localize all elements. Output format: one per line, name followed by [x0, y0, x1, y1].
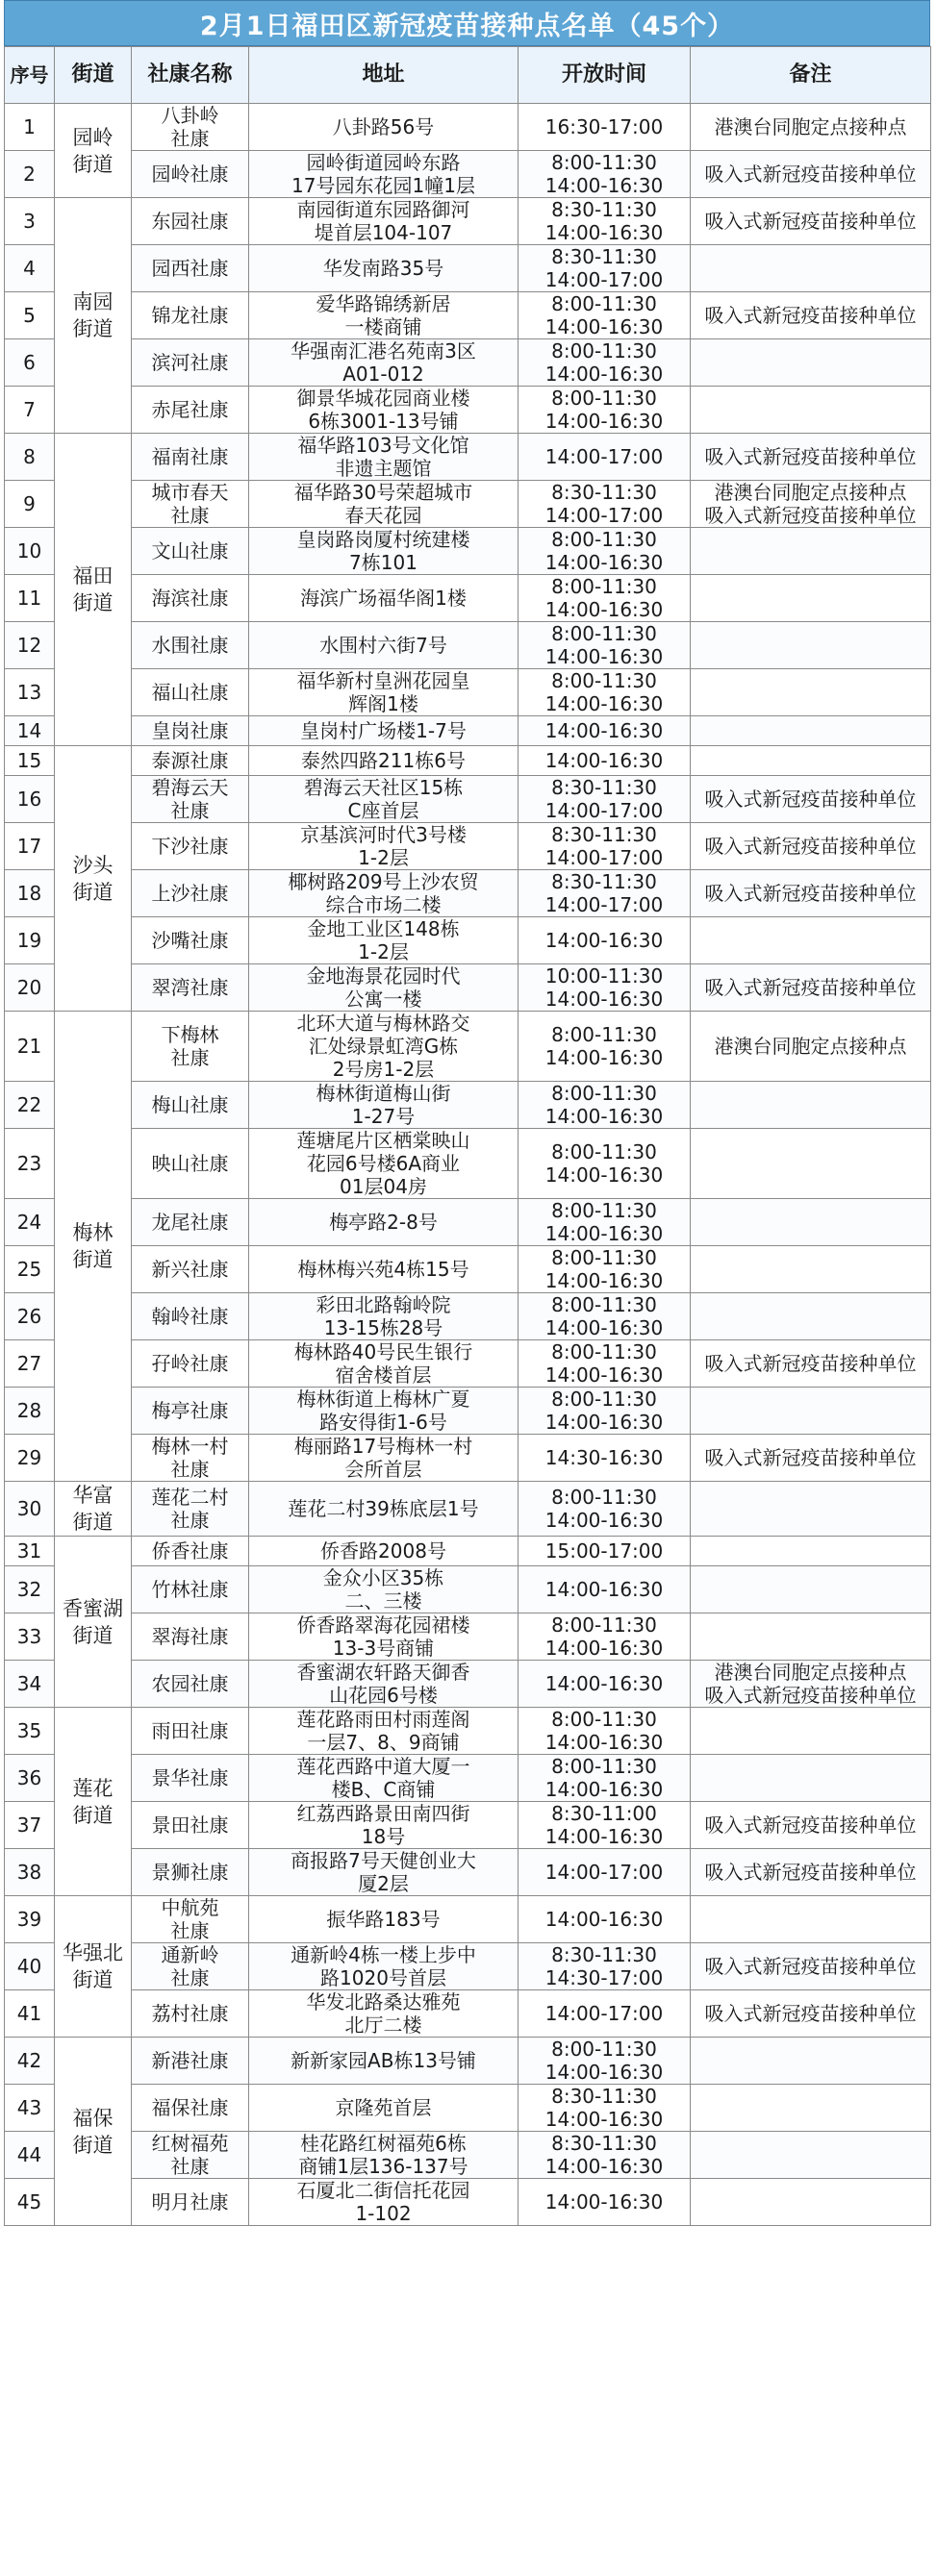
community-name: 农园社康: [132, 1661, 249, 1708]
site-remarks: 吸入式新冠疫苗接种单位: [691, 1990, 931, 2038]
open-hours: 8:00-11:30 14:00-16:30: [519, 1199, 691, 1246]
site-address: 京隆苑首层: [249, 2085, 519, 2132]
site-address: 福华新村皇洲花园皇 辉阁1楼: [249, 669, 519, 716]
table-row: [5, 1990, 931, 2038]
table-row: [5, 1566, 931, 1613]
site-remarks: [691, 2085, 931, 2132]
table-row: [5, 1708, 931, 1755]
community-name: 翰岭社康: [132, 1293, 249, 1340]
site-remarks: [691, 669, 931, 716]
site-address: 金众小区35栋 二、三楼: [249, 1566, 519, 1613]
table-row: [5, 1661, 931, 1708]
site-remarks: 港澳台同胞定点接种点 吸入式新冠疫苗接种单位: [691, 481, 931, 528]
community-name: 下沙社康: [132, 823, 249, 870]
table-row: [5, 1755, 931, 1802]
table-row: [5, 746, 931, 776]
header-remarks: 备注: [691, 47, 931, 104]
community-name: 景狮社康: [132, 1849, 249, 1896]
site-remarks: 吸入式新冠疫苗接种单位: [691, 434, 931, 481]
table-row: [5, 823, 931, 870]
table-row: [5, 528, 931, 575]
community-name: 福南社康: [132, 434, 249, 481]
community-name: 莲花二村 社康: [132, 1482, 249, 1537]
open-hours: 8:00-11:30 14:00-16:30: [519, 339, 691, 387]
row-number: 29: [5, 1435, 55, 1482]
row-number: 33: [5, 1613, 55, 1661]
open-hours: 14:00-16:30: [519, 1661, 691, 1708]
community-name: 海滨社康: [132, 575, 249, 622]
street-name: 香蜜湖 街道: [55, 1537, 132, 1708]
site-remarks: 吸入式新冠疫苗接种单位: [691, 870, 931, 917]
open-hours: 14:00-16:30: [519, 746, 691, 776]
open-hours: 14:00-16:30: [519, 917, 691, 964]
row-number: 32: [5, 1566, 55, 1613]
site-remarks: [691, 1293, 931, 1340]
site-remarks: [691, 716, 931, 746]
community-name: 福山社康: [132, 669, 249, 716]
community-name: 雨田社康: [132, 1708, 249, 1755]
site-address: 福华路30号荣超城市 春天花园: [249, 481, 519, 528]
row-number: 12: [5, 622, 55, 669]
table-row: [5, 339, 931, 387]
open-hours: 14:00-17:00: [519, 1849, 691, 1896]
open-hours: 14:00-17:00: [519, 1990, 691, 2038]
community-name: 园岭社康: [132, 151, 249, 198]
community-name: 梅山社康: [132, 1082, 249, 1129]
community-name: 滨河社康: [132, 339, 249, 387]
open-hours: 15:00-17:00: [519, 1537, 691, 1566]
open-hours: 8:30-11:30 14:00-17:00: [519, 481, 691, 528]
site-remarks: [691, 1613, 931, 1661]
row-number: 42: [5, 2038, 55, 2085]
open-hours: 14:00-16:30: [519, 716, 691, 746]
site-address: 石厦北二街信托花园 1-102: [249, 2179, 519, 2226]
row-number: 19: [5, 917, 55, 964]
header-address: 地址: [249, 47, 519, 104]
site-address: 华强南汇港名苑南3区 A01-012: [249, 339, 519, 387]
site-remarks: 吸入式新冠疫苗接种单位: [691, 823, 931, 870]
open-hours: 8:00-11:30 14:00-16:30: [519, 528, 691, 575]
table-row: [5, 1082, 931, 1129]
row-number: 45: [5, 2179, 55, 2226]
community-name: 中航苑 社康: [132, 1896, 249, 1943]
row-number: 27: [5, 1340, 55, 1388]
site-remarks: [691, 622, 931, 669]
community-name: 翠湾社康: [132, 964, 249, 1012]
community-name: 上沙社康: [132, 870, 249, 917]
row-number: 8: [5, 434, 55, 481]
row-number: 31: [5, 1537, 55, 1566]
site-address: 梅林街道上梅林广夏 路安得街1-6号: [249, 1388, 519, 1435]
open-hours: 14:00-17:00: [519, 434, 691, 481]
site-address: 振华路183号: [249, 1896, 519, 1943]
site-address: 莲花路雨田村雨莲阁 一层7、8、9商铺: [249, 1708, 519, 1755]
site-address: 华发南路35号: [249, 245, 519, 292]
site-remarks: 吸入式新冠疫苗接种单位: [691, 1849, 931, 1896]
row-number: 9: [5, 481, 55, 528]
site-address: 梅林路40号民生银行 宿舍楼首层: [249, 1340, 519, 1388]
open-hours: 10:00-11:30 14:00-16:30: [519, 964, 691, 1012]
site-address: 北环大道与梅林路交 汇处绿景虹湾G栋 2号房1-2层: [249, 1012, 519, 1082]
site-address: 梅林梅兴苑4栋15号: [249, 1246, 519, 1293]
site-remarks: [691, 1246, 931, 1293]
header-num: 序号: [5, 47, 55, 104]
site-remarks: [691, 2132, 931, 2179]
row-number: 26: [5, 1293, 55, 1340]
site-remarks: [691, 1199, 931, 1246]
open-hours: 8:00-11:30 14:00-16:30: [519, 1613, 691, 1661]
row-number: 23: [5, 1129, 55, 1199]
open-hours: 8:30-11:30 14:00-16:30: [519, 2085, 691, 2132]
community-name: 景田社康: [132, 1802, 249, 1849]
site-remarks: 吸入式新冠疫苗接种单位: [691, 292, 931, 339]
open-hours: 8:00-11:30 14:00-16:30: [519, 1708, 691, 1755]
open-hours: 8:00-11:30 14:00-16:30: [519, 2038, 691, 2085]
site-remarks: [691, 1082, 931, 1129]
table-row: [5, 1340, 931, 1388]
row-number: 30: [5, 1482, 55, 1537]
site-remarks: [691, 1388, 931, 1435]
open-hours: 14:30-16:30: [519, 1435, 691, 1482]
row-number: 7: [5, 387, 55, 434]
header-row: [5, 47, 931, 104]
row-number: 17: [5, 823, 55, 870]
table-row: [5, 2179, 931, 2226]
site-address: 福华路103号文化馆 非遗主题馆: [249, 434, 519, 481]
street-name: 沙头 街道: [55, 746, 132, 1012]
site-remarks: [691, 2179, 931, 2226]
site-remarks: [691, 1708, 931, 1755]
row-number: 6: [5, 339, 55, 387]
community-name: 园西社康: [132, 245, 249, 292]
header-street: 街道: [55, 47, 132, 104]
community-name: 景华社康: [132, 1755, 249, 1802]
table-row: [5, 1012, 931, 1082]
table-row: [5, 1246, 931, 1293]
site-address: 华发北路桑达雅苑 北厅二楼: [249, 1990, 519, 2038]
site-remarks: 吸入式新冠疫苗接种单位: [691, 198, 931, 245]
table-row: [5, 245, 931, 292]
table-row: [5, 292, 931, 339]
community-name: 龙尾社康: [132, 1199, 249, 1246]
table-row: [5, 1388, 931, 1435]
open-hours: 8:30-11:30 14:00-17:00: [519, 870, 691, 917]
table-body: [5, 104, 931, 2226]
open-hours: 8:30-11:30 14:00-17:00: [519, 776, 691, 823]
table-row: [5, 1537, 931, 1566]
row-number: 43: [5, 2085, 55, 2132]
site-remarks: [691, 1129, 931, 1199]
site-remarks: 吸入式新冠疫苗接种单位: [691, 964, 931, 1012]
site-remarks: 吸入式新冠疫苗接种单位: [691, 1340, 931, 1388]
street-name: 福田 街道: [55, 434, 132, 746]
site-address: 通新岭4栋一楼上步中 路1020号首层: [249, 1943, 519, 1990]
community-name: 沙嘴社康: [132, 917, 249, 964]
site-remarks: [691, 339, 931, 387]
community-name: 文山社康: [132, 528, 249, 575]
open-hours: 8:00-11:30 14:00-16:30: [519, 292, 691, 339]
row-number: 38: [5, 1849, 55, 1896]
table-row: [5, 917, 931, 964]
community-name: 梅亭社康: [132, 1388, 249, 1435]
site-address: 御景华城花园商业楼 6栋3001-13号铺: [249, 387, 519, 434]
row-number: 34: [5, 1661, 55, 1708]
site-remarks: 港澳台同胞定点接种点: [691, 1012, 931, 1082]
site-address: 金地海景花园时代 公寓一楼: [249, 964, 519, 1012]
site-remarks: 吸入式新冠疫苗接种单位: [691, 1943, 931, 1990]
header-hours: 开放时间: [519, 47, 691, 104]
site-remarks: [691, 528, 931, 575]
row-number: 41: [5, 1990, 55, 2038]
site-remarks: 港澳台同胞定点接种点 吸入式新冠疫苗接种单位: [691, 1661, 931, 1708]
community-name: 城市春天 社康: [132, 481, 249, 528]
table-row: [5, 1943, 931, 1990]
street-name: 华富 街道: [55, 1482, 132, 1537]
community-name: 梅林一村 社康: [132, 1435, 249, 1482]
open-hours: 8:30-11:30 14:00-17:00: [519, 245, 691, 292]
row-number: 10: [5, 528, 55, 575]
site-remarks: 吸入式新冠疫苗接种单位: [691, 1435, 931, 1482]
site-address: 泰然四路211栋6号: [249, 746, 519, 776]
table-row: [5, 387, 931, 434]
site-address: 新新家园AB栋13号铺: [249, 2038, 519, 2085]
site-address: 水围村六街7号: [249, 622, 519, 669]
open-hours: 8:00-11:30 14:00-16:30: [519, 575, 691, 622]
open-hours: 8:00-11:30 14:00-16:30: [519, 1340, 691, 1388]
open-hours: 8:00-11:30 14:00-16:30: [519, 1388, 691, 1435]
open-hours: 8:00-11:30 14:00-16:30: [519, 1246, 691, 1293]
site-remarks: [691, 387, 931, 434]
open-hours: 8:00-11:30 14:00-16:30: [519, 1012, 691, 1082]
table-row: [5, 669, 931, 716]
site-address: 金地工业区148栋 1-2层: [249, 917, 519, 964]
site-remarks: [691, 245, 931, 292]
site-remarks: 吸入式新冠疫苗接种单位: [691, 1802, 931, 1849]
site-address: 皇岗路岗厦村统建楼 7栋101: [249, 528, 519, 575]
row-number: 39: [5, 1896, 55, 1943]
table-row: [5, 434, 931, 481]
site-remarks: [691, 1566, 931, 1613]
site-address: 香蜜湖农轩路天御香 山花园6号楼: [249, 1661, 519, 1708]
community-name: 八卦岭 社康: [132, 104, 249, 151]
site-address: 桂花路红树福苑6栋 商铺1层136-137号: [249, 2132, 519, 2179]
site-address: 南园街道东园路御河 堤首层104-107: [249, 198, 519, 245]
table-row: [5, 776, 931, 823]
table-row: [5, 1482, 931, 1537]
site-address: 海滨广场福华阁1楼: [249, 575, 519, 622]
row-number: 4: [5, 245, 55, 292]
row-number: 15: [5, 746, 55, 776]
open-hours: 16:30-17:00: [519, 104, 691, 151]
site-address: 园岭街道园岭东路 17号园东花园1幢1层: [249, 151, 519, 198]
community-name: 孖岭社康: [132, 1340, 249, 1388]
table-row: [5, 1435, 931, 1482]
site-address: 红荔西路景田南四街 18号: [249, 1802, 519, 1849]
street-name: 莲花 街道: [55, 1708, 132, 1896]
community-name: 翠海社康: [132, 1613, 249, 1661]
open-hours: 8:30-11:30 14:00-16:30: [519, 2132, 691, 2179]
community-name: 新兴社康: [132, 1246, 249, 1293]
site-remarks: [691, 917, 931, 964]
table-row: [5, 198, 931, 245]
row-number: 22: [5, 1082, 55, 1129]
site-remarks: [691, 1482, 931, 1537]
street-name: 华强北 街道: [55, 1896, 132, 2038]
site-remarks: [691, 1755, 931, 1802]
table-row: [5, 622, 931, 669]
open-hours: 14:00-16:30: [519, 1896, 691, 1943]
row-number: 3: [5, 198, 55, 245]
open-hours: 8:30-11:30 14:00-16:30: [519, 198, 691, 245]
row-number: 20: [5, 964, 55, 1012]
table-title: 2月1日福田区新冠疫苗接种点名单（45个）: [4, 0, 930, 46]
site-address: 梅林街道梅山街 1-27号: [249, 1082, 519, 1129]
table-row: [5, 870, 931, 917]
table-row: [5, 1802, 931, 1849]
header-community: 社康名称: [132, 47, 249, 104]
row-number: 11: [5, 575, 55, 622]
site-address: 商报路7号天健创业大 厦2层: [249, 1849, 519, 1896]
row-number: 35: [5, 1708, 55, 1755]
site-remarks: [691, 575, 931, 622]
open-hours: 8:30-11:00 14:00-16:30: [519, 1802, 691, 1849]
row-number: 5: [5, 292, 55, 339]
open-hours: 14:00-16:30: [519, 1566, 691, 1613]
open-hours: 8:00-11:30 14:00-16:30: [519, 151, 691, 198]
site-address: 椰树路209号上沙农贸 综合市场二楼: [249, 870, 519, 917]
site-address: 侨香路翠海花园裙楼 13-3号商铺: [249, 1613, 519, 1661]
site-remarks: [691, 1537, 931, 1566]
table-row: [5, 481, 931, 528]
street-name: 梅林 街道: [55, 1012, 132, 1482]
community-name: 映山社康: [132, 1129, 249, 1199]
community-name: 东园社康: [132, 198, 249, 245]
site-remarks: [691, 2038, 931, 2085]
community-name: 明月社康: [132, 2179, 249, 2226]
vaccination-sites-table: [4, 0, 930, 2226]
community-name: 竹林社康: [132, 1566, 249, 1613]
site-address: 侨香路2008号: [249, 1537, 519, 1566]
open-hours: 14:00-16:30: [519, 2179, 691, 2226]
community-name: 赤尾社康: [132, 387, 249, 434]
community-name: 锦龙社康: [132, 292, 249, 339]
community-name: 通新岭 社康: [132, 1943, 249, 1990]
table-row: [5, 1849, 931, 1896]
open-hours: 8:00-11:30 14:00-16:30: [519, 669, 691, 716]
community-name: 红树福苑 社康: [132, 2132, 249, 2179]
row-number: 24: [5, 1199, 55, 1246]
open-hours: 8:00-11:30 14:00-16:30: [519, 1482, 691, 1537]
table-row: [5, 575, 931, 622]
row-number: 37: [5, 1802, 55, 1849]
row-number: 36: [5, 1755, 55, 1802]
row-number: 16: [5, 776, 55, 823]
row-number: 28: [5, 1388, 55, 1435]
row-number: 14: [5, 716, 55, 746]
table-row: [5, 2085, 931, 2132]
site-address: 莲塘尾片区栖棠映山 花园6号楼6A商业 01层04房: [249, 1129, 519, 1199]
site-remarks: 吸入式新冠疫苗接种单位: [691, 151, 931, 198]
site-address: 梅亭路2-8号: [249, 1199, 519, 1246]
row-number: 13: [5, 669, 55, 716]
table-row: [5, 964, 931, 1012]
community-name: 碧海云天 社康: [132, 776, 249, 823]
open-hours: 8:00-11:30 14:00-16:30: [519, 387, 691, 434]
open-hours: 8:00-11:30 14:00-16:30: [519, 622, 691, 669]
row-number: 21: [5, 1012, 55, 1082]
table-row: [5, 2132, 931, 2179]
community-name: 泰源社康: [132, 746, 249, 776]
site-remarks: [691, 1896, 931, 1943]
table-row: [5, 1129, 931, 1199]
open-hours: 8:00-11:30 14:00-16:30: [519, 1293, 691, 1340]
community-name: 下梅林 社康: [132, 1012, 249, 1082]
site-address: 皇岗村广场楼1-7号: [249, 716, 519, 746]
open-hours: 8:00-11:30 14:00-16:30: [519, 1129, 691, 1199]
site-address: 爱华路锦绣新居 一楼商铺: [249, 292, 519, 339]
table-row: [5, 151, 931, 198]
row-number: 44: [5, 2132, 55, 2179]
row-number: 2: [5, 151, 55, 198]
table-row: [5, 2038, 931, 2085]
table-row: [5, 716, 931, 746]
table-row: [5, 1896, 931, 1943]
row-number: 18: [5, 870, 55, 917]
site-address: 莲花西路中道大厦一 楼B、C商铺: [249, 1755, 519, 1802]
community-name: 福保社康: [132, 2085, 249, 2132]
site-remarks: 港澳台同胞定点接种点: [691, 104, 931, 151]
open-hours: 8:00-11:30 14:00-16:30: [519, 1755, 691, 1802]
site-address: 彩田北路翰岭院 13-15栋28号: [249, 1293, 519, 1340]
community-name: 侨香社康: [132, 1537, 249, 1566]
site-address: 八卦路56号: [249, 104, 519, 151]
site-address: 莲花二村39栋底层1号: [249, 1482, 519, 1537]
sites-table: [4, 46, 931, 2226]
site-remarks: [691, 746, 931, 776]
community-name: 新港社康: [132, 2038, 249, 2085]
open-hours: 8:30-11:30 14:00-17:00: [519, 823, 691, 870]
street-name: 福保 街道: [55, 2038, 132, 2226]
table-row: [5, 1293, 931, 1340]
community-name: 皇岗社康: [132, 716, 249, 746]
street-name: 南园 街道: [55, 198, 132, 434]
table-row: [5, 104, 931, 151]
site-address: 梅丽路17号梅林一村 会所首层: [249, 1435, 519, 1482]
row-number: 40: [5, 1943, 55, 1990]
table-row: [5, 1613, 931, 1661]
row-number: 1: [5, 104, 55, 151]
street-name: 园岭 街道: [55, 104, 132, 198]
site-remarks: 吸入式新冠疫苗接种单位: [691, 776, 931, 823]
open-hours: 8:00-11:30 14:00-16:30: [519, 1082, 691, 1129]
site-address: 碧海云天社区15栋 C座首层: [249, 776, 519, 823]
row-number: 25: [5, 1246, 55, 1293]
site-address: 京基滨河时代3号楼 1-2层: [249, 823, 519, 870]
community-name: 荔村社康: [132, 1990, 249, 2038]
open-hours: 8:30-11:30 14:30-17:00: [519, 1943, 691, 1990]
community-name: 水围社康: [132, 622, 249, 669]
table-row: [5, 1199, 931, 1246]
